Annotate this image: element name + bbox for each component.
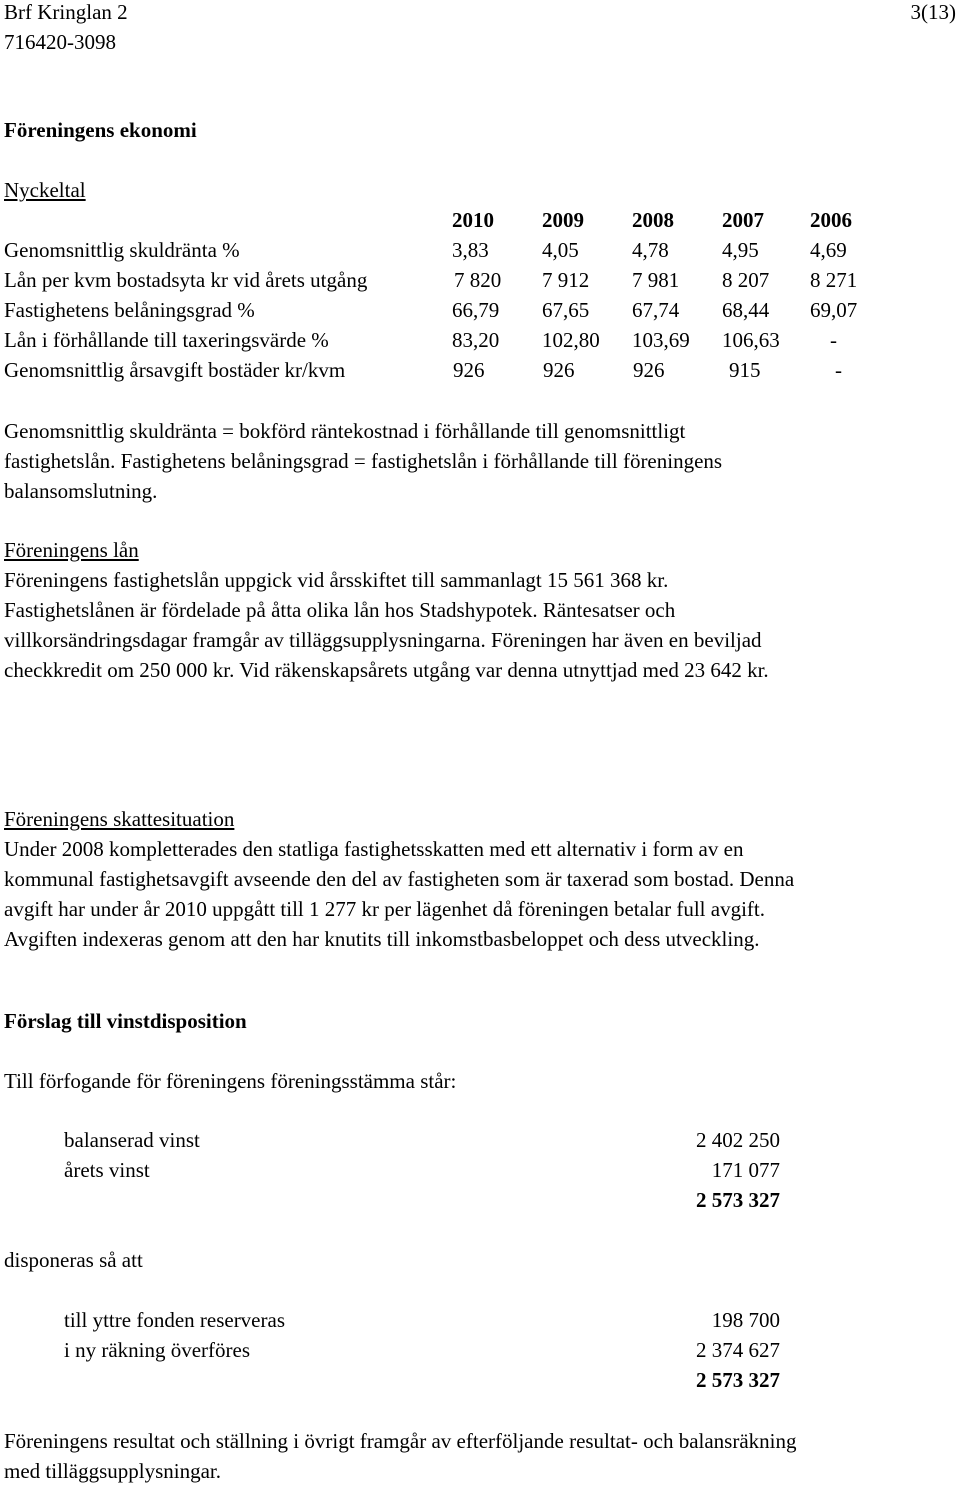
proposal-intro: Till förfogande för föreningens föreningsstämma står: (4, 1069, 457, 1093)
cell-value: 3,83 (452, 238, 489, 262)
cell-value: 102,80 (542, 328, 600, 352)
cell-value: 926 (543, 358, 575, 382)
cell-value: 926 (453, 358, 485, 382)
year-header: 2006 (810, 208, 852, 232)
org-number: 716420-3098 (4, 30, 116, 54)
loans-line: Föreningens fastighetslån uppgick vid årsskiftet till sammanlagt 15 561 368 kr. (4, 568, 669, 592)
org-name: Brf Kringlan 2 (4, 0, 128, 24)
cell-value: 106,63 (722, 328, 780, 352)
year-header: 2007 (722, 208, 764, 232)
year-header: 2009 (542, 208, 584, 232)
row-label: Lån per kvm bostadsyta kr vid årets utgång (4, 268, 368, 292)
row-label: Fastighetens belåningsgrad % (4, 298, 255, 322)
available-total: 2 573 327 (696, 1188, 780, 1212)
disposition-row (64, 1335, 780, 1365)
cell-value: 4,69 (810, 238, 847, 262)
loans-line: checkkredit om 250 000 kr. Vid räkenskapsårets utgång var denna utnyttjad med 23 642 kr. (4, 658, 769, 682)
cell-value: 4,78 (632, 238, 669, 262)
table-row (4, 265, 864, 295)
row-label: till yttre fonden reserveras (64, 1308, 285, 1332)
table-row (4, 235, 864, 265)
closing-line: Föreningens resultat och ställning i övrigt framgår av efterföljande resultat- och balansräkning (4, 1429, 797, 1453)
tax-line: avgift har under år 2010 uppgått till 1 277 kr per lägenhet då föreningen betalar full avgift. (4, 897, 765, 921)
table-row (4, 355, 864, 385)
tax-line: Avgiften indexeras genom att den har knutits till inkomstbasbeloppet och dess utveckling. (4, 927, 760, 951)
cell-value: 67,65 (542, 298, 590, 322)
cell-value: - (830, 328, 837, 352)
disposition-total-row (64, 1365, 780, 1395)
row-label: Genomsnittlig årsavgift bostäder kr/kvm (4, 358, 346, 382)
row-label: balanserad vinst (64, 1128, 200, 1152)
disposition-total: 2 573 327 (696, 1368, 780, 1392)
proposal-heading: Förslag till vinstdisposition (4, 1009, 247, 1033)
cell-value: 103,69 (632, 328, 690, 352)
cell-value: 8 271 (810, 268, 858, 292)
row-amount: 171 077 (711, 1158, 780, 1182)
cell-value: 68,44 (722, 298, 770, 322)
dispose-label: disponeras så att (4, 1248, 143, 1272)
tax-line: kommunal fastighetsavgift avseende den del av fastigheten som är taxerad som bostad. Denna (4, 867, 795, 891)
cell-value: 4,05 (542, 238, 579, 262)
cell-value: 4,95 (722, 238, 759, 262)
cell-value: 69,07 (810, 298, 858, 322)
cell-value: 83,20 (452, 328, 500, 352)
table-row (4, 295, 864, 325)
cell-value: 8 207 (722, 268, 770, 292)
row-amount: 2 402 250 (696, 1128, 780, 1152)
row-label: Lån i förhållande till taxeringsvärde % (4, 328, 329, 352)
economy-heading: Föreningens ekonomi (4, 118, 197, 142)
nyckeltal-heading: Nyckeltal (4, 178, 86, 202)
cell-value: - (835, 358, 842, 382)
table-row (4, 325, 864, 355)
row-label: Genomsnittlig skuldränta % (4, 238, 240, 262)
disposition-row (64, 1305, 780, 1335)
available-total-row (64, 1185, 780, 1215)
cell-value: 7 820 (454, 268, 502, 292)
loans-line: Fastighetslånen är fördelade på åtta olika lån hos Stadshypotek. Räntesatser och (4, 598, 676, 622)
definition-line: fastighetslån. Fastighetens belåningsgrad = fastighetslån i förhållande till föreningens (4, 449, 723, 473)
tax-line: Under 2008 kompletterades den statliga fastighetsskatten med ett alternativ i form av en (4, 837, 744, 861)
year-header: 2010 (452, 208, 494, 232)
loans-heading: Föreningens lån (4, 538, 139, 562)
cell-value: 67,74 (632, 298, 680, 322)
definition-line: balansomslutning. (4, 479, 158, 503)
row-amount: 2 374 627 (696, 1338, 780, 1362)
cell-value: 915 (729, 358, 761, 382)
row-label: i ny räkning överföres (64, 1338, 251, 1362)
cell-value: 66,79 (452, 298, 500, 322)
available-row (64, 1155, 780, 1185)
cell-value: 7 981 (632, 268, 680, 292)
cell-value: 7 912 (542, 268, 590, 292)
cell-value: 926 (633, 358, 665, 382)
year-header: 2008 (632, 208, 674, 232)
available-row (64, 1125, 780, 1155)
row-amount: 198 700 (711, 1308, 780, 1332)
table-header-row (4, 205, 864, 235)
page-number: 3(13) (910, 0, 956, 24)
loans-line: villkorsändringsdagar framgår av tilläggsupplysningarna. Föreningen har även en beviljad (4, 628, 762, 652)
closing-line: med tilläggsupplysningar. (4, 1459, 221, 1483)
definition-line: Genomsnittlig skuldränta = bokförd räntekostnad i förhållande till genomsnittligt (4, 419, 686, 443)
tax-heading: Föreningens skattesituation (4, 807, 235, 831)
row-label: årets vinst (64, 1158, 150, 1182)
